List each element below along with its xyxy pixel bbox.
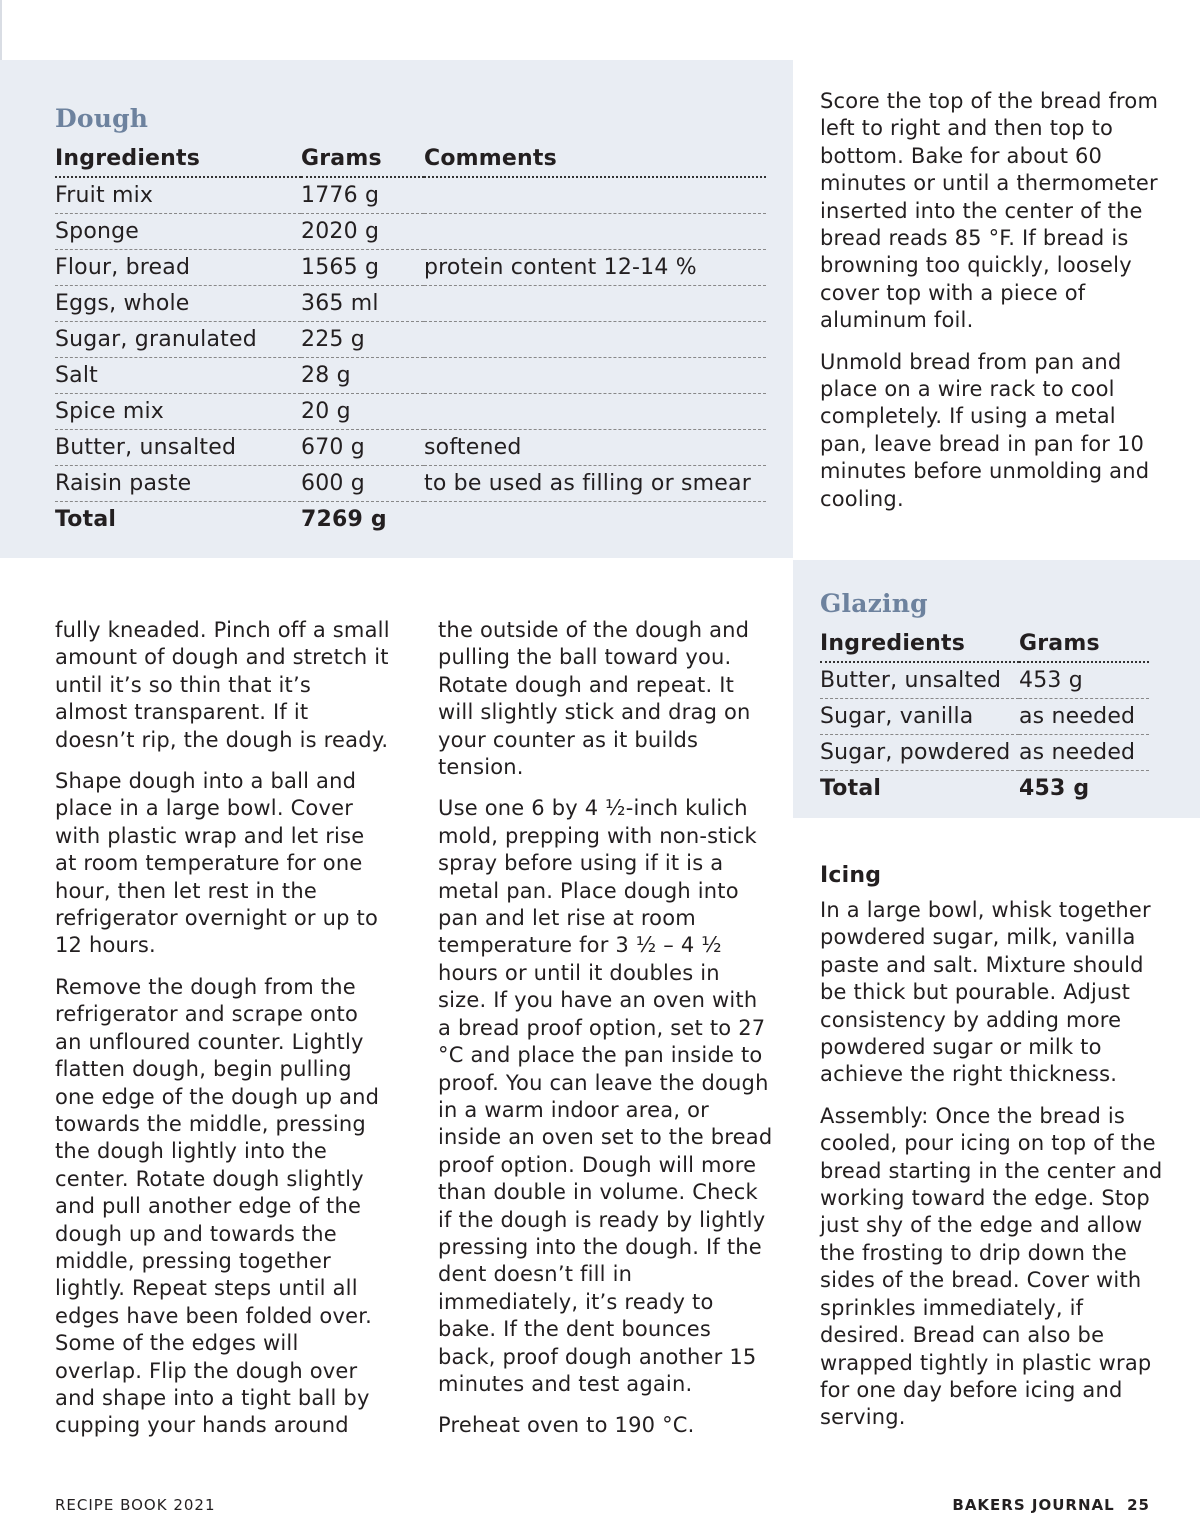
paragraph: In a large bowl, whisk together powdered sugar, milk, vanilla paste and salt. Mixture should be thick but pourable. Adjust consistency by adding more powdered sugar or milk to achieve the right thickness. [820,898,1151,1087]
ingredient-name: Sponge [55,214,301,250]
ingredient-amount: as needed [1019,699,1149,735]
table-row [820,735,1149,771]
ingredient-amount: 1776 g [301,177,424,214]
paragraph: Use one 6 by 4 ½-inch kulich mold, prepping with non-stick spray before using if it is a metal pan. Place dough into pan and let rise at room temperature for 3 ½ – 4 ½ hours or until it doubles in size. If you have an oven with a bread proof option, set to 27 °C and place the pan inside to proof. You can leave the dough in a warm indoor area, or inside an oven set to the bread proof option. Dough will more than double in volume. Check if the dough is ready by lightly pressing into the dough. If the dent doesn’t fill in immediately, it’s ready to bake. If the dent bounces back, proof dough another 15 minutes and test again. [438,796,773,1396]
glazing-table [820,627,1149,806]
ingredient-name: Fruit mix [55,177,301,214]
ingredient-amount: 453 g [1019,662,1149,699]
paragraph: Shape dough into a ball and place in a large bowl. Cover with plastic wrap and let rise at room temperature for one hour, then let rest in the refrigerator overnight or up to 12 hours. [55,769,379,958]
total-amount: 7269 g [301,507,387,532]
ingredient-name: Salt [55,358,301,394]
paragraph: Remove the dough from the refrigerator and scrape onto an unfloured counter. Lightly flatten dough, begin pulling one edge of the dough up and towards the middle, pressing the dough lightly into the center. Rotate dough slightly and pull another edge of the dough up and towards the middle, pressing together lightly. Repeat steps until all edges have been folded over. Some of the edges will overlap. Flip the dough over and shape into a tight ball by cupping your hands around [55,974,380,1438]
ingredient-comment [424,177,766,214]
column-header-ingredients: Ingredients [55,142,301,177]
table-row [55,250,766,286]
method-column-left [55,617,390,1454]
total-label: Total [55,507,117,532]
paragraph: Preheat oven to 190 °C. [438,1413,695,1438]
glazing-title: Glazing [820,589,928,618]
ingredient-amount: 28 g [301,358,424,394]
table-row [55,177,766,214]
ingredient-comment: to be used as filling or smear [424,466,766,502]
footer-magazine-and-page [952,1496,1150,1514]
table-row [55,322,766,358]
ingredient-name: Raisin paste [55,466,301,502]
ingredient-comment [424,214,766,250]
ingredient-amount: 1565 g [301,250,424,286]
table-row [55,430,766,466]
paragraph: Score the top of the bread from left to right and then top to bottom. Bake for about 60 minutes or until a thermometer inserted into the center of the bread reads 85 °F. If bread is browning too quickly, loosely cover top with a piece of aluminum foil. [820,89,1159,333]
table-row [820,699,1149,735]
paragraph: Unmold bread from pan and place on a wire rack to cool completely. If using a metal pan, leave bread in pan for 10 minutes before unmolding and cooling. [820,349,1150,511]
ingredient-name: Flour, bread [55,250,301,286]
ingredient-name: Butter, unsalted [55,430,301,466]
column-header-ingredients: Ingredients [820,627,1019,662]
ingredient-name: Sugar, vanilla [820,699,1019,735]
table-row [55,214,766,250]
total-row [55,502,766,538]
ingredient-name: Spice mix [55,394,301,430]
column-header-grams: Grams [301,142,424,177]
ingredient-name: Sugar, powdered [820,735,1019,771]
footer-publication: RECIPE BOOK 2021 [55,1496,216,1514]
icing-heading: Icing [820,863,882,888]
icing-text [820,897,1165,1446]
ingredient-comment [424,322,766,358]
total-row [820,771,1149,807]
ingredient-amount: 365 ml [301,286,424,322]
dough-header-row [55,142,766,177]
ingredient-comment [424,394,766,430]
ingredient-amount: 600 g [301,466,424,502]
ingredient-amount: 670 g [301,430,424,466]
ingredient-comment [424,358,766,394]
table-row [55,466,766,502]
total-amount: 453 g [1019,776,1090,801]
baking-instructions [820,88,1165,527]
ingredient-comment: softened [424,430,766,466]
paragraph: fully kneaded. Pinch off a small amount of dough and stretch it until it’s so thin that it’s almost transparent. If it doesn’t rip, the dough is ready. [55,618,390,752]
ingredient-amount: as needed [1019,735,1149,771]
ingredient-comment: protein content 12-14 % [424,250,766,286]
dough-table [55,142,766,537]
total-label: Total [820,776,882,801]
total-comment [424,502,766,538]
paragraph: the outside of the dough and pulling the ball toward you. Rotate dough and repeat. It will slightly stick and drag on your counter as it builds tension. [438,618,751,780]
magazine-name: BAKERS JOURNAL [952,1496,1115,1514]
paragraph: Assembly: Once the bread is cooled, pour icing on top of the bread starting in the center and working toward the edge. Stop just shy of the edge and allow the frosting to drip down the sides of the bread. Cover with sprinkles immediately, if desired. Bread can also be wrapped tightly in plastic wrap for one day before icing and serving. [820,1103,1163,1430]
ingredient-name: Butter, unsalted [820,662,1019,699]
dough-title: Dough [55,104,149,133]
column-header-grams: Grams [1019,627,1149,662]
ingredient-name: Sugar, granulated [55,322,301,358]
table-row [55,286,766,322]
ingredient-name: Eggs, whole [55,286,301,322]
method-column-middle [438,617,773,1454]
glazing-header-row [820,627,1149,662]
ingredient-amount: 20 g [301,394,424,430]
table-row [55,394,766,430]
ingredient-amount: 225 g [301,322,424,358]
page-number: 25 [1127,1496,1150,1514]
table-row [55,358,766,394]
ingredient-comment [424,286,766,322]
table-row [820,662,1149,699]
ingredient-amount: 2020 g [301,214,424,250]
column-header-comments: Comments [424,142,766,177]
